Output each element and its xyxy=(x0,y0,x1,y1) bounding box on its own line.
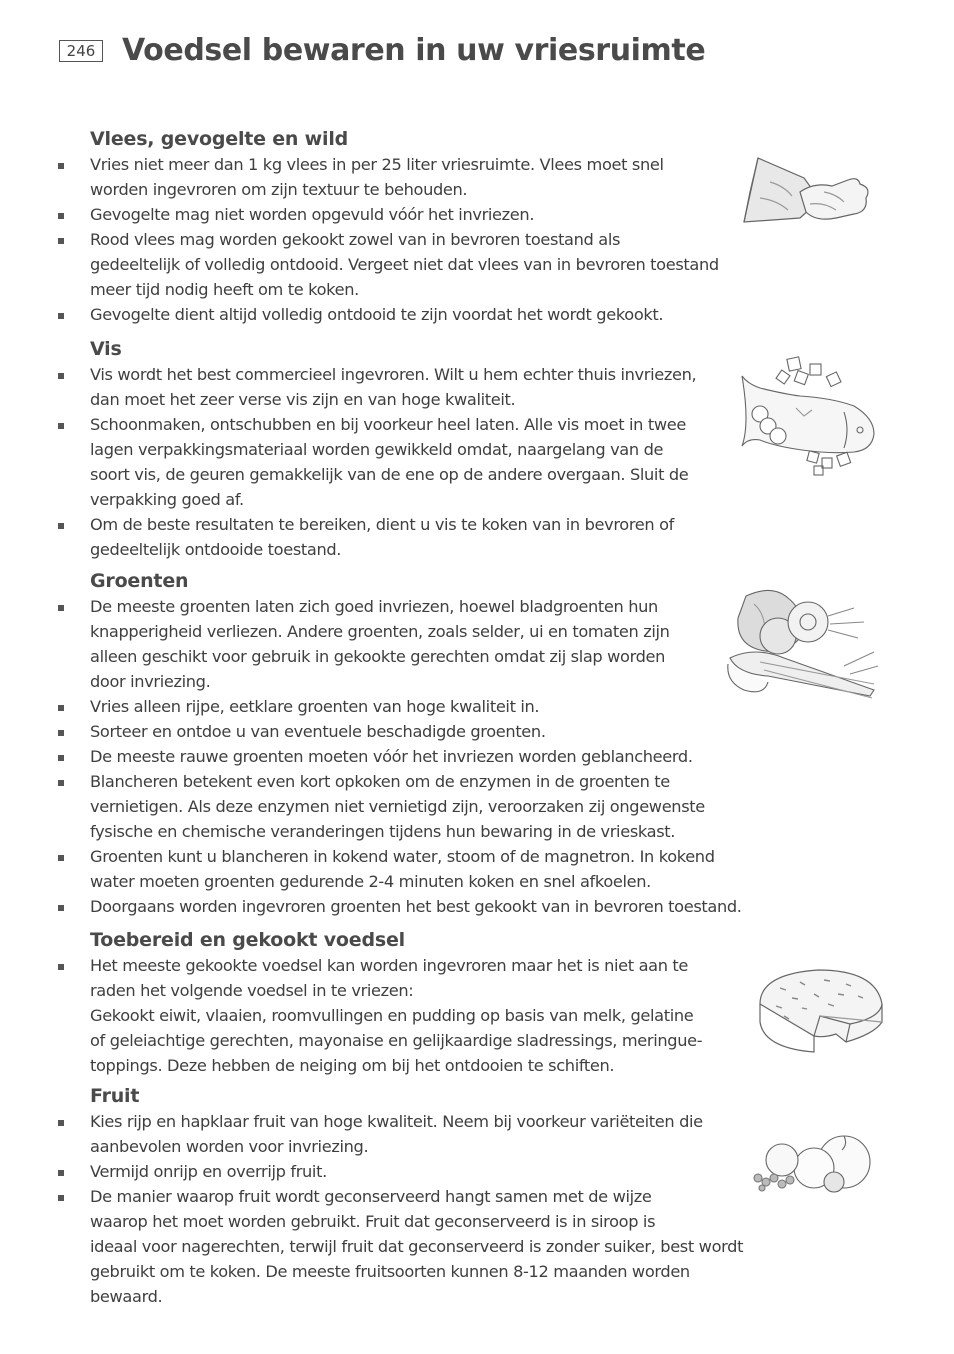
bullet-icon xyxy=(58,163,64,169)
bullet-icon xyxy=(58,238,64,244)
list-item: Vis wordt het best commercieel ingevroren. Wilt u hem echter thuis invriezen, dan moet het zeer verse vis zijn en van hoge kwaliteit. xyxy=(56,362,696,412)
fish-icon xyxy=(738,354,880,478)
list-item: Vries niet meer dan 1 kg vlees in per 25 liter vriesruimte. Vlees moet snel worden ingevroren om zijn textuur te behouden. xyxy=(56,152,719,202)
list-item: Om de beste resultaten te bereiken, dient u vis te koken van in bevroren of gedeeltelijk ontdooide toestand. xyxy=(56,512,696,562)
fruit-icon xyxy=(748,1134,876,1194)
section-heading: Vis xyxy=(90,338,122,360)
list-item: De manier waarop fruit wordt geconserveerd hangt samen met de wijze waarop het moet worden gebruikt. Fruit dat geconserveerd is in siroop is ideaal voor nagerechten, terwijl fruit dat geconserveerd is zonder suiker, best wordt gebruikt om te koken. De meeste fruitsoorten kunnen 8-12 maanden worden bewaard. xyxy=(56,1184,743,1309)
bullet-icon xyxy=(58,605,64,611)
list-item: Gevogelte dient altijd volledig ontdooid te zijn voordat het wordt gekookt. xyxy=(56,302,719,327)
section-vegetables xyxy=(56,569,742,919)
list-item: Blancheren betekent even kort opkoken om de enzymen in de groenten te vernietigen. Als deze enzymen niet vernietigd zijn, veroorzaken zij ongewenste fysische en chemische veranderingen tijdens hun bewaring in de vrieskast. xyxy=(56,769,742,844)
list-item: De meeste groenten laten zich goed invriezen, hoewel bladgroenten hun knapperigheid verliezen. Andere groenten, zoals selder, ui en tomaten zijn alleen geschikt voor gebruik in gekookte gerechten omdat zij slap worden door invriezing. xyxy=(56,594,742,694)
list-item: Het meeste gekookte voedsel kan worden ingevroren maar het is niet aan te raden het volgende voedsel in te vriezen: Gekookt eiwit, vlaaien, roomvullingen en pudding op basis van melk, gelatine of geleiachtige gerechten, mayonaise en gelijkaardige sladressings, meringue- toppings. Deze hebben de neiging om bij het ontdooien te schiften. xyxy=(56,953,702,1078)
bullet-icon xyxy=(58,705,64,711)
section-heading: Toebereid en gekookt voedsel xyxy=(90,929,405,951)
bullet-icon xyxy=(58,755,64,761)
bullet-icon xyxy=(58,905,64,911)
bullet-icon xyxy=(58,213,64,219)
meat-icon xyxy=(740,152,876,228)
page-number: 246 xyxy=(59,40,103,62)
section-cooked-food xyxy=(56,928,702,1078)
list-item: Doorgaans worden ingevroren groenten het best gekookt van in bevroren toestand. xyxy=(56,894,742,919)
list-item: Kies rijp en hapklaar fruit van hoge kwaliteit. Neem bij voorkeur variëteiten die aanbevolen worden voor invriezing. xyxy=(56,1109,743,1159)
vegetables-icon xyxy=(724,586,880,706)
section-heading: Groenten xyxy=(90,570,189,592)
section-fruit xyxy=(56,1084,743,1309)
list-item: Sorteer en ontdoe u van eventuele beschadigde groenten. xyxy=(56,719,742,744)
bullet-icon xyxy=(58,1170,64,1176)
list-item: Rood vlees mag worden gekookt zowel van in bevroren toestand als gedeeltelijk of volledig ontdooid. Vergeet niet dat vlees van in bevroren toestand meer tijd nodig heeft om te koken. xyxy=(56,227,719,302)
list-item: Schoonmaken, ontschubben en bij voorkeur heel laten. Alle vis moet in twee lagen verpakkingsmateriaal worden gewikkeld omdat, naargelang van de soort vis, de geuren gemakkelijk van de ene op de andere overgaan. Sluit de verpakking goed af. xyxy=(56,412,696,512)
bullet-icon xyxy=(58,855,64,861)
page-title: Voedsel bewaren in uw vriesruimte xyxy=(122,33,706,68)
bullet-icon xyxy=(58,1195,64,1201)
bullet-icon xyxy=(58,964,64,970)
list-item: Vries alleen rijpe, eetklare groenten van hoge kwaliteit in. xyxy=(56,694,742,719)
bullet-icon xyxy=(58,313,64,319)
section-fish xyxy=(56,337,696,562)
list-item: Groenten kunt u blancheren in kokend water, stoom of de magnetron. In kokend water moeten groenten gedurende 2-4 minuten koken en snel afkoelen. xyxy=(56,844,742,894)
bullet-icon xyxy=(58,523,64,529)
section-heading: Fruit xyxy=(90,1085,140,1107)
pie-icon xyxy=(754,964,890,1060)
list-item: Gevogelte mag niet worden opgevuld vóór het invriezen. xyxy=(56,202,719,227)
list-item: Vermijd onrijp en overrijp fruit. xyxy=(56,1159,743,1184)
section-meat xyxy=(56,127,719,327)
bullet-icon xyxy=(58,730,64,736)
bullet-icon xyxy=(58,423,64,429)
bullet-icon xyxy=(58,1120,64,1126)
bullet-icon xyxy=(58,373,64,379)
section-heading: Vlees, gevogelte en wild xyxy=(90,128,349,150)
bullet-icon xyxy=(58,780,64,786)
list-item: De meeste rauwe groenten moeten vóór het invriezen worden geblancheerd. xyxy=(56,744,742,769)
